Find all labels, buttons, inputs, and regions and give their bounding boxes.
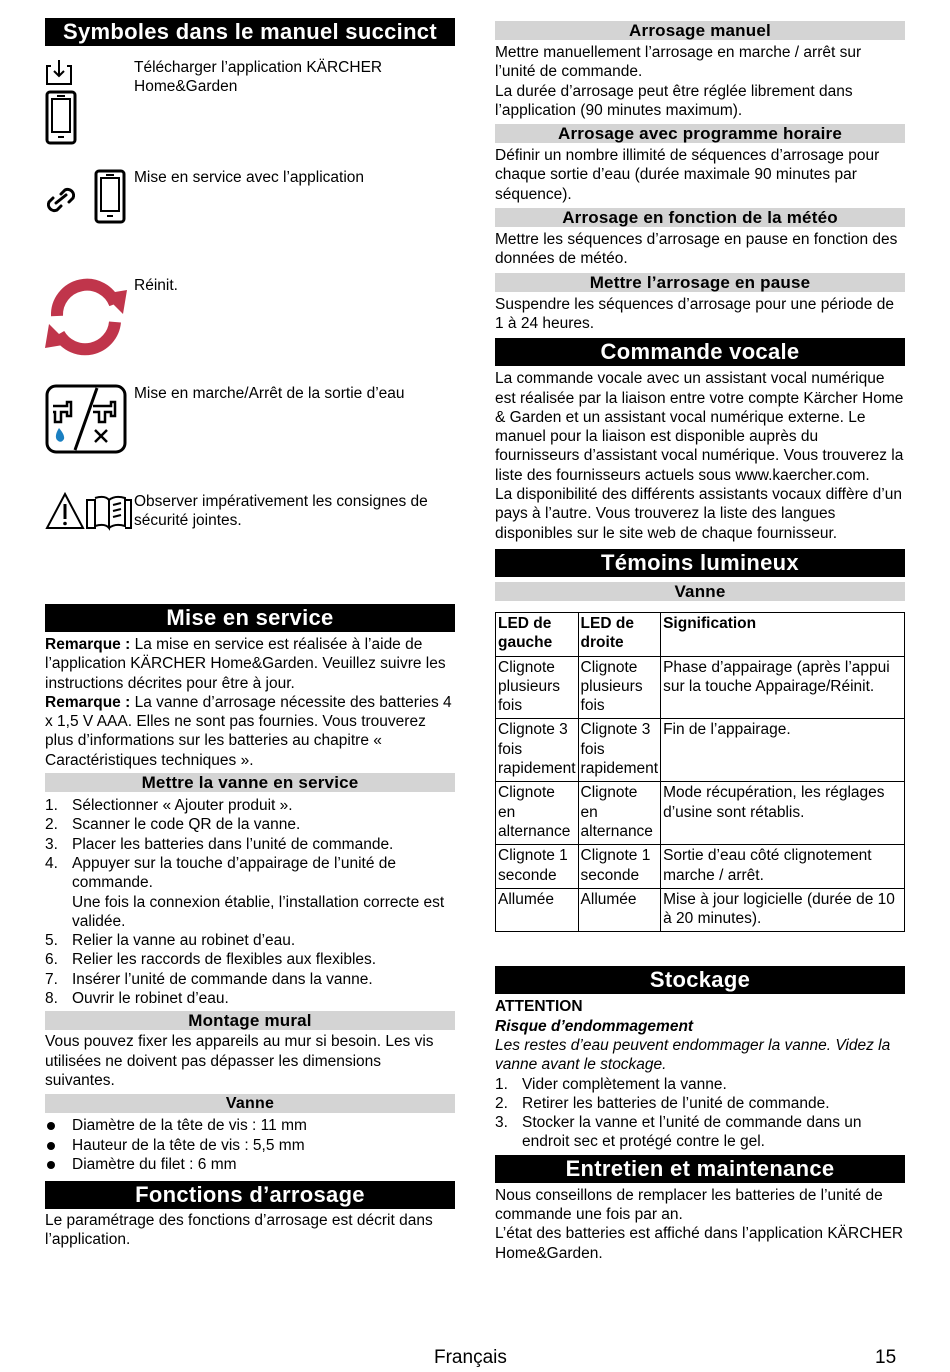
table-cell: Mode récupération, les réglages d’usine sont rétablis. <box>661 782 905 845</box>
table-cell: Mise à jour logicielle (durée de 10 à 20 minutes). <box>661 888 905 932</box>
attention-label: ATTENTION <box>495 998 583 1016</box>
manuel-text: Mettre manuellement l’arrosage en marche / arrêt sur l’unité de commande. <box>495 44 862 81</box>
vanne-subheading: Vanne <box>45 1094 455 1113</box>
manuel-heading: Arrosage manuel <box>495 21 905 40</box>
entretien-heading: Entretien et maintenance <box>495 1155 905 1183</box>
table-cell: Allumée <box>496 888 579 932</box>
list-item: Diamètre du filet : 6 mm <box>45 1155 455 1174</box>
entretien-text: L’état des batteries est affiché dans l’application KÄRCHER Home&Garden. <box>495 1225 904 1262</box>
vocale-heading: Commande vocale <box>495 338 905 366</box>
programme-heading: Arrosage avec programme horaire <box>495 124 905 143</box>
list-item: 5. Relier la vanne au robinet d’eau. <box>45 932 296 950</box>
list-item: 3. Placer les batteries dans l’unité de commande. <box>45 835 394 853</box>
list-item: Diamètre de la tête de vis : 11 mm <box>45 1116 455 1135</box>
pause-heading: Mettre l’arrosage en pause <box>495 273 905 292</box>
column-header: LED de gauche <box>496 612 579 656</box>
table-row <box>496 888 905 932</box>
manual-book-icon <box>87 497 131 528</box>
list-item: 6. Relier les raccords de flexibles aux flexibles. <box>45 951 377 969</box>
table-cell: Allumée <box>578 888 661 932</box>
symbol-text: Mise en service avec l’application <box>134 169 365 186</box>
setup-steps-list <box>45 796 455 1008</box>
symbol-row-reset <box>45 276 455 384</box>
table-row <box>496 782 905 845</box>
symbol-row-download <box>45 58 455 168</box>
table-cell: Clignote 3 fois rapidement <box>496 719 579 782</box>
left-column <box>45 18 455 1250</box>
table-header-row <box>496 612 905 656</box>
dimensions-list <box>45 1116 455 1174</box>
table-row <box>496 719 905 782</box>
table-cell: Clignote 1 seconde <box>578 845 661 889</box>
vanne-service-heading: Mettre la vanne en service <box>45 773 455 792</box>
download-app-icons <box>45 58 133 168</box>
column-header: LED de droite <box>578 612 661 656</box>
list-item: 3. Stocker la vanne et l’unité de commande dans un endroit sec et protégé contre le gel. <box>495 1114 862 1151</box>
meteo-heading: Arrosage en fonction de la météo <box>495 208 905 227</box>
table-cell: Fin de l’appairage. <box>661 719 905 782</box>
table-cell: Clignote plusieurs fois <box>578 656 661 719</box>
list-item: 4. Appuyer sur la touche d’appairage de l’unité de commande. Une fois la connexion établie, l’installation correcte est validée. <box>45 854 445 930</box>
vocale-text: La commande vocale avec un assistant vocal numérique est réalisée par la liaison entre votre compte Kärcher Home & Garden et un assistant vocal numérique externe. Le manuel pour la liaison est disponible auprès du fournisseurs d’assistant vocal numérique. Vous trouverez la liste des fournisseurs actuels sous www.kaercher.com. <box>495 370 904 484</box>
list-item: Hauteur de la tête de vis : 5,5 mm <box>45 1136 455 1155</box>
symbol-row-link <box>45 168 455 276</box>
right-column <box>495 18 905 1263</box>
symbol-text: Observer impérativement les consignes de sécurité jointes. <box>134 493 428 530</box>
warning-icon <box>47 494 83 528</box>
montage-text: Vous pouvez fixer les appareils au mur si besoin. Les vis utilisées ne doivent pas dépasser les dimensions suivantes. <box>45 1033 434 1089</box>
water-outlet-toggle-icon <box>45 384 133 464</box>
montage-heading: Montage mural <box>45 1011 455 1030</box>
temoins-subheading: Vanne <box>495 582 905 601</box>
table-row <box>496 845 905 889</box>
column-header: Signification <box>661 612 905 656</box>
stockage-steps-list <box>495 1075 905 1152</box>
pause-text: Suspendre les séquences d’arrosage pour une période de 1 à 24 heures. <box>495 295 894 332</box>
link-icon <box>45 168 133 248</box>
manuel-text: La durée d’arrosage peut être réglée librement dans l’application (90 minutes maximum). <box>495 82 853 119</box>
risque-text: Les restes d’eau peuvent endommager la vanne. Videz la vanne avant le stockage. <box>495 1036 891 1074</box>
vocale-text: La disponibilité des différents assistants vocaux diffère d’un pays à l’autre. Vous trouverez la liste des langues disponibles sur le site web de chaque fournisseur. <box>495 486 902 542</box>
list-item: 7. Insérer l’unité de commande dans la vanne. <box>45 970 373 988</box>
symbol-text: Réinit. <box>134 277 178 294</box>
list-item: 2. Scanner le code QR de la vanne. <box>45 816 301 834</box>
table-cell: Clignote 3 fois rapidement <box>578 719 661 782</box>
risque-label: Risque d’endommagement <box>495 1017 694 1035</box>
entretien-text: Nous conseillons de remplacer les batteries de l’unité de commande une fois par an. <box>495 1186 883 1224</box>
smartphone-icon <box>96 171 124 222</box>
symbols-heading: Symboles dans le manuel succinct <box>45 18 455 46</box>
table-row <box>496 656 905 719</box>
footer-language: Français <box>434 1347 507 1368</box>
symbol-text: Mise en marche/Arrêt de la sortie d’eau <box>134 385 405 402</box>
led-table <box>495 612 905 932</box>
fonctions-heading: Fonctions d’arrosage <box>45 1181 455 1209</box>
list-item: 1. Sélectionner « Ajouter produit ». <box>45 797 293 815</box>
list-item: 8. Ouvrir le robinet d’eau. <box>45 990 229 1008</box>
programme-text: Définir un nombre illimité de séquences d’arrosage pour chaque sortie d’eau (durée maximale 90 minutes par séquence). <box>495 147 880 203</box>
list-item: 1. Vider complètement la vanne. <box>495 1075 727 1093</box>
temoins-heading: Témoins lumineux <box>495 549 905 577</box>
mise-en-service-heading: Mise en service <box>45 604 455 632</box>
table-cell: Clignote 1 seconde <box>496 845 579 889</box>
reset-icon <box>45 276 133 366</box>
table-cell: Phase d’appairage (après l’appui sur la touche Appairage/Réinit. <box>661 656 905 719</box>
table-cell: Clignote plusieurs fois <box>496 656 579 719</box>
remark-paragraph: Remarque : La vanne d’arrosage nécessite des batteries 4 x 1,5 V AAA. Elles ne sont pas fournies. Vous trouverez plus d’informations sur les batteries au chapitre « Caractéristiques techniques ». <box>45 693 452 769</box>
table-cell: Clignote en alternance <box>496 782 579 845</box>
smartphone-icon <box>47 92 75 143</box>
table-cell: Clignote en alternance <box>578 782 661 845</box>
download-icon <box>45 58 133 168</box>
page-number: 15 <box>875 1347 897 1368</box>
fonctions-text: Le paramétrage des fonctions d’arrosage est décrit dans l’application. <box>45 1212 433 1249</box>
stockage-heading: Stockage <box>495 966 905 994</box>
list-item: 2. Retirer les batteries de l’unité de commande. <box>495 1094 830 1112</box>
symbol-row-water-outlet <box>45 384 455 492</box>
meteo-text: Mettre les séquences d’arrosage en pause en fonction des données de météo. <box>495 231 898 268</box>
table-cell: Sortie d’eau côté clignotement marche / arrêt. <box>661 845 905 889</box>
symbol-text: Télécharger l’application KÄRCHER Home&Garden <box>134 59 383 96</box>
symbol-row-safety <box>45 492 455 604</box>
remark-paragraph: Remarque : La mise en service est réalisée à l’aide de l’application KÄRCHER Home&Garden. Veuillez suivre les instructions décrites pour être à jour. <box>45 636 446 692</box>
